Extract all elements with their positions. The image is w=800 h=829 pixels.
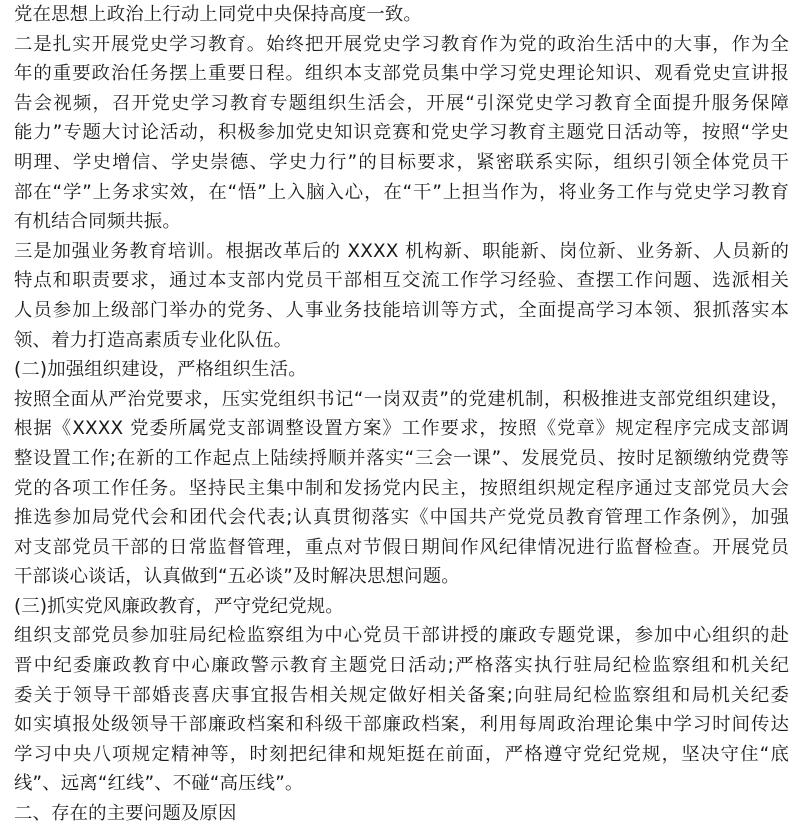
text-line: 委关于领导干部婚丧喜庆事宜报告相关规定做好相关备案;向驻局纪检监察组和局机关纪委 [14,684,789,706]
text-line: 告会视频，召开党史学习教育专题组织生活会，开展“引深党史学习教育全面提升服务保障 [14,92,789,114]
text-line: 特点和职责要求，通过本支部内党员干部相互交流工作学习经验、查摆工作问题、选派相关 [14,270,789,292]
section-heading: (三)抓实党风廉政教育，严守党纪党规。 [14,595,344,617]
text-line: 党在思想上政治上行动上同党中央保持高度一致。 [14,4,422,25]
text-line: 对支部党员干部的日常监督管理，重点对节假日期间作风纪律情况进行监督检查。开展党员 [14,536,789,558]
text-line: 根据《XXXX 党委所属党支部调整设置方案》工作要求，按照《党章》规定程序完成支部调 [14,418,789,440]
text-line: 党的各项工作任务。坚持民主集中制和发扬党内民主，按照组织规定程序通过支部党员大会 [14,477,789,499]
text-line: 人员参加上级部门举办的党务、人事业务技能培训等方式，全面提高学习本领、狠抓落实本 [14,299,789,321]
text-line: 如实填报处级领导干部廉政档案和科级干部廉政档案，利用每周政治理论集中学习时间传达 [14,714,789,736]
text-line: 明理、学史增信、学史崇德、学史力行”的目标要求，紧密联系实际，组织引领全体党员干 [14,151,789,173]
text-line: 领、着力打造高素质专业化队伍。 [14,329,293,351]
chapter-heading: 二、存在的主要问题及原因 [14,803,237,825]
text-line: 学习中央八项规定精神等，时刻把纪律和规矩挺在前面，严格遵守党纪党规，坚决守住“底 [14,743,789,765]
paragraph-heading: 三是加强业务教育培训。根据改革后的 XXXX 机构新、职能新、岗位新、业务新、人员新的 [14,240,789,262]
text-line: 有机结合同频共振。 [14,211,181,233]
section-heading: (二)加强组织建设，严格组织生活。 [14,359,307,381]
text-line: 年的重要政治任务摆上重要日程。组织本支部党员集中学习党史理论知识、观看党史宣讲报 [14,63,789,85]
text-line: 能力”专题大讨论活动，积极参加党史知识竞赛和党史学习教育主题党日活动等，按照“学史 [14,122,789,144]
text-line: 线”、远离“红线”、不碰“高压线”。 [14,773,304,795]
paragraph-heading: 二是扎实开展党史学习教育。始终把开展党史学习教育作为党的政治生活中的大事，作为全 [14,33,789,55]
text-line: 组织支部党员参加驻局纪检监察组为中心党员干部讲授的廉政专题党课，参加中心组织的赴 [14,625,789,647]
text-line: 推选参加局党代会和团代会代表;认真贯彻落实《中国共产党党员教育管理工作条例》，加强 [14,507,789,529]
text-line: 干部谈心谈话，认真做到“五必谈”及时解决思想问题。 [14,566,460,588]
text-line: 晋中纪委廉政教育中心廉政警示教育主题党日活动;严格落实执行驻局纪检监察组和机关纪 [14,655,789,677]
text-line: 按照全面从严治党要求，压实党组织书记“一岗双责”的党建机制，积极推进支部党组织建设， [14,388,789,410]
text-line: 整设置工作;在新的工作起点上陆续捋顺并落实“三会一课”、发展党员、按时足额缴纳党费等 [14,447,789,469]
text-line: 部在“学”上务求实效，在“悟”上入脑入心，在“干”上担当作为，将业务工作与党史学习教育 [14,181,789,203]
